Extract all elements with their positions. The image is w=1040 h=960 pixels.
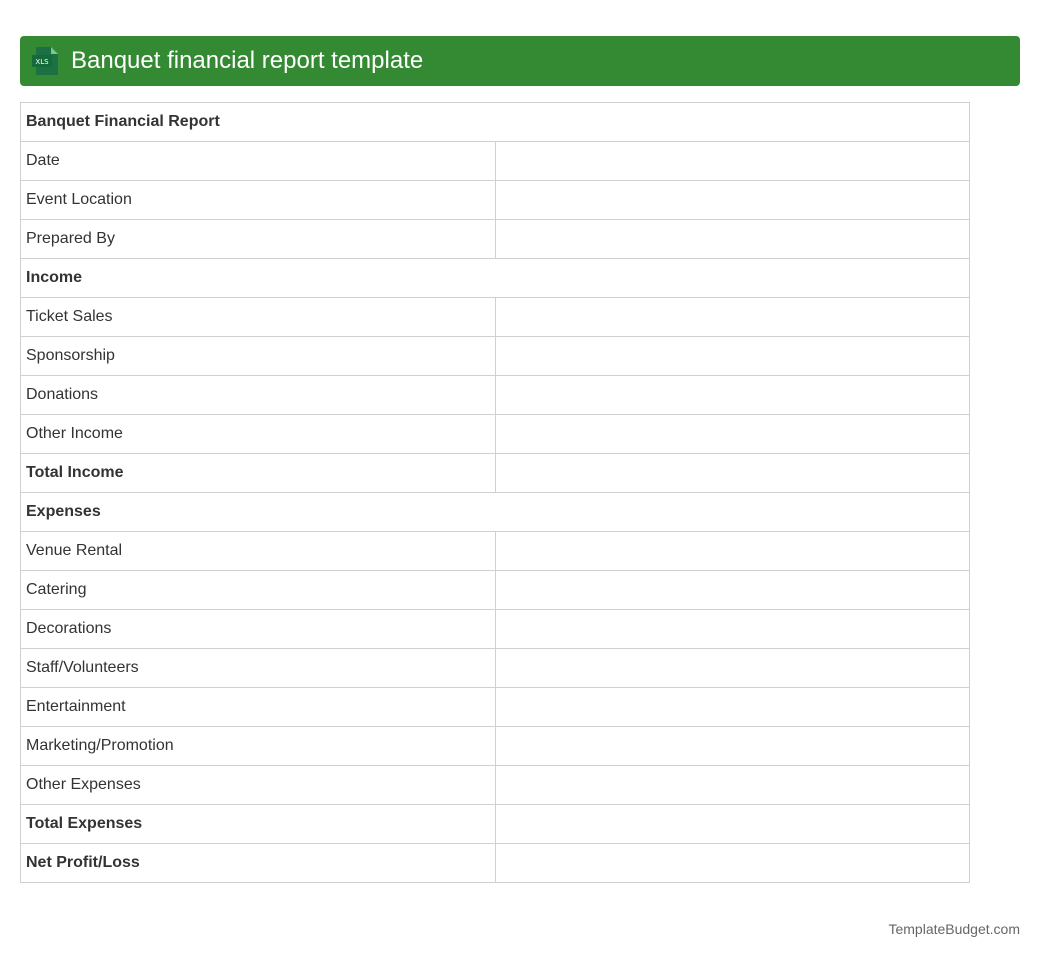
table-row [21, 298, 970, 337]
row-label-event-location: Event Location [21, 181, 496, 220]
table-row [21, 571, 970, 610]
section-heading-row [21, 259, 970, 298]
table-row [21, 766, 970, 805]
value-cell-prepared-by[interactable] [495, 220, 970, 259]
table-row [21, 649, 970, 688]
row-label-venue-rental: Venue Rental [21, 532, 496, 571]
value-cell-ticket-sales[interactable] [495, 298, 970, 337]
value-cell-catering[interactable] [495, 571, 970, 610]
row-label-marketing-promotion: Marketing/Promotion [21, 727, 496, 766]
row-label-total-expenses: Total Expenses [21, 805, 496, 844]
table-row [21, 727, 970, 766]
row-label-sponsorship: Sponsorship [21, 337, 496, 376]
value-cell-decorations[interactable] [495, 610, 970, 649]
table-row [21, 142, 970, 181]
page-title: Banquet financial report template [71, 47, 424, 74]
value-cell-other-income[interactable] [495, 415, 970, 454]
row-label-entertainment: Entertainment [21, 688, 496, 727]
row-label-date: Date [21, 142, 496, 181]
value-cell-staff-volunteers[interactable] [495, 649, 970, 688]
value-cell-donations[interactable] [495, 376, 970, 415]
financial-report-table [20, 102, 970, 883]
row-label-prepared-by: Prepared By [21, 220, 496, 259]
row-label-net-profit-loss: Net Profit/Loss [21, 844, 496, 883]
table-row [21, 610, 970, 649]
table-row [21, 415, 970, 454]
table-row [21, 181, 970, 220]
table-row [21, 220, 970, 259]
value-cell-date[interactable] [495, 142, 970, 181]
footer-brand-link[interactable]: TemplateBudget.com [888, 921, 1020, 937]
income-heading: Income [21, 259, 970, 298]
value-cell-total-expenses[interactable] [495, 805, 970, 844]
table-title-row [21, 103, 970, 142]
row-label-catering: Catering [21, 571, 496, 610]
row-label-other-expenses: Other Expenses [21, 766, 496, 805]
xls-file-icon [31, 46, 59, 76]
value-cell-marketing-promotion[interactable] [495, 727, 970, 766]
row-label-ticket-sales: Ticket Sales [21, 298, 496, 337]
expenses-heading: Expenses [21, 493, 970, 532]
row-label-total-income: Total Income [21, 454, 496, 493]
value-cell-total-income[interactable] [495, 454, 970, 493]
value-cell-entertainment[interactable] [495, 688, 970, 727]
svg-text:XLS: XLS [35, 58, 49, 66]
total-row [21, 844, 970, 883]
row-label-decorations: Decorations [21, 610, 496, 649]
value-cell-venue-rental[interactable] [495, 532, 970, 571]
section-heading-row [21, 493, 970, 532]
header-bar [20, 36, 1020, 86]
table-row [21, 532, 970, 571]
value-cell-net-profit-loss[interactable] [495, 844, 970, 883]
table-title: Banquet Financial Report [21, 103, 970, 142]
value-cell-event-location[interactable] [495, 181, 970, 220]
row-label-other-income: Other Income [21, 415, 496, 454]
table-row [21, 688, 970, 727]
value-cell-other-expenses[interactable] [495, 766, 970, 805]
total-row [21, 805, 970, 844]
total-row [21, 454, 970, 493]
table-row [21, 337, 970, 376]
row-label-staff-volunteers: Staff/Volunteers [21, 649, 496, 688]
value-cell-sponsorship[interactable] [495, 337, 970, 376]
row-label-donations: Donations [21, 376, 496, 415]
table-row [21, 376, 970, 415]
